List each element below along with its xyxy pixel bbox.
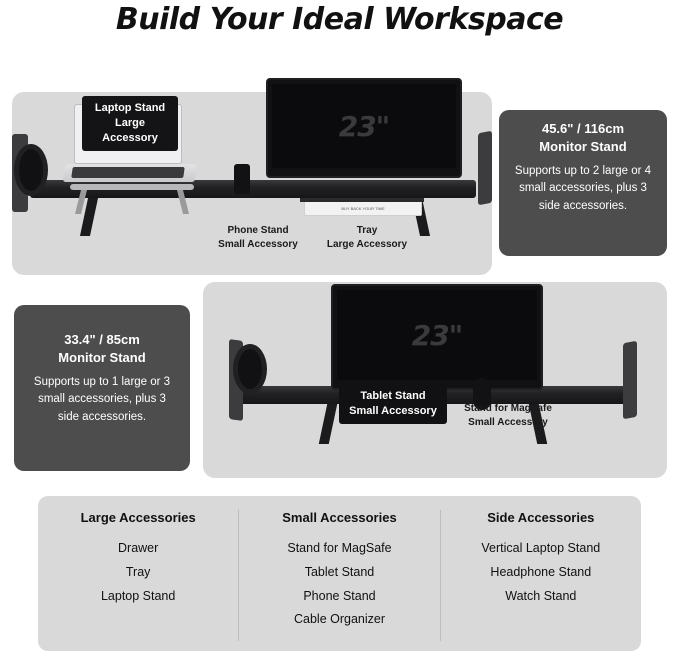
large-accessories-list (38, 537, 238, 608)
small-accessories-list (239, 537, 439, 632)
list-item: Watch Stand (505, 588, 577, 603)
card-456-body: Supports up to 2 large or 4 small accessories, plus 3 side accessories. (514, 165, 652, 212)
list-item: Headphone Stand (490, 564, 592, 579)
tray-caption-line1: Tray (356, 225, 378, 236)
laptop-keys (71, 167, 185, 178)
side-panel-right (478, 131, 492, 205)
bottom-scene-panel (203, 282, 667, 478)
side-accessories-heading: Side Accessories (487, 510, 595, 525)
accessories-panel (38, 496, 641, 651)
monitor-screen-top (272, 84, 456, 168)
monitor-bottom (331, 284, 543, 390)
accessories-column-large (38, 510, 238, 641)
tray-caption-line2: Large Accessory (326, 238, 408, 250)
desk-leg-left-bottom (319, 404, 338, 444)
card-334-monitor-stand (14, 305, 190, 471)
magsafe-caption-line2: Small Accessory (468, 416, 548, 428)
card-456-head-line1: 45.6" / 116cm (541, 121, 625, 136)
card-456-monitor-stand (499, 110, 667, 256)
magsafe-caption (449, 402, 567, 429)
accessories-column-small (238, 510, 439, 641)
tablet-callout-line1: Tablet Stand (360, 390, 426, 402)
list-item: Tray (125, 564, 151, 579)
list-item: Drawer (118, 541, 159, 555)
card-334-head-line2: Monitor Stand (58, 349, 146, 365)
accessories-column-side (440, 510, 641, 641)
laptop-callout-line1: Laptop Stand (94, 102, 166, 114)
list-item: Cable Organizer (293, 612, 385, 627)
card-334-body: Supports up to 1 large or 3 small accessories, plus 3 side accessories. (33, 376, 171, 423)
headphone-stand-icon-bottom (233, 344, 267, 394)
phone-stand-caption (198, 224, 318, 251)
tray-caption (312, 224, 422, 251)
monitor-size-label-bottom: 23" (411, 318, 463, 352)
top-scene-panel (12, 92, 492, 275)
tray-text: BUY BACK YOUR TIME (341, 205, 385, 211)
list-item: Stand for MagSafe (287, 541, 392, 555)
side-accessories-list (441, 537, 641, 608)
large-accessories-heading: Large Accessories (80, 510, 196, 525)
laptop-callout-line2: Large Accessory (102, 116, 158, 144)
monitor-screen-bottom (337, 290, 537, 380)
tray-rail (300, 198, 424, 202)
card-334-head-line1: 33.4" / 85cm (64, 332, 140, 347)
monitor-size-label-top: 23" (338, 109, 390, 143)
headphone-stand-icon (14, 144, 48, 196)
phone-caption-line1: Phone Stand (227, 225, 289, 236)
page-title: Build Your Ideal Workspace (115, 2, 564, 37)
list-item: Phone Stand (303, 588, 376, 603)
tray-accessory (304, 200, 422, 216)
card-456-head-line2: Monitor Stand (539, 138, 627, 154)
side-panel-right-bottom (623, 341, 637, 419)
small-accessories-heading: Small Accessories (282, 510, 397, 525)
tablet-stand-callout (339, 384, 447, 424)
laptop-stand-callout (82, 96, 178, 151)
tablet-callout-line2: Small Accessory (349, 404, 437, 417)
list-item: Vertical Laptop Stand (481, 541, 601, 555)
list-item: Laptop Stand (100, 588, 176, 603)
monitor-top (266, 78, 462, 178)
phone-stand (234, 164, 250, 194)
laptop-stand-plate (70, 184, 194, 190)
magsafe-caption-line1: Stand for MagSafe (464, 403, 552, 414)
phone-caption-line2: Small Accessory (218, 238, 298, 250)
list-item: Tablet Stand (304, 564, 375, 579)
